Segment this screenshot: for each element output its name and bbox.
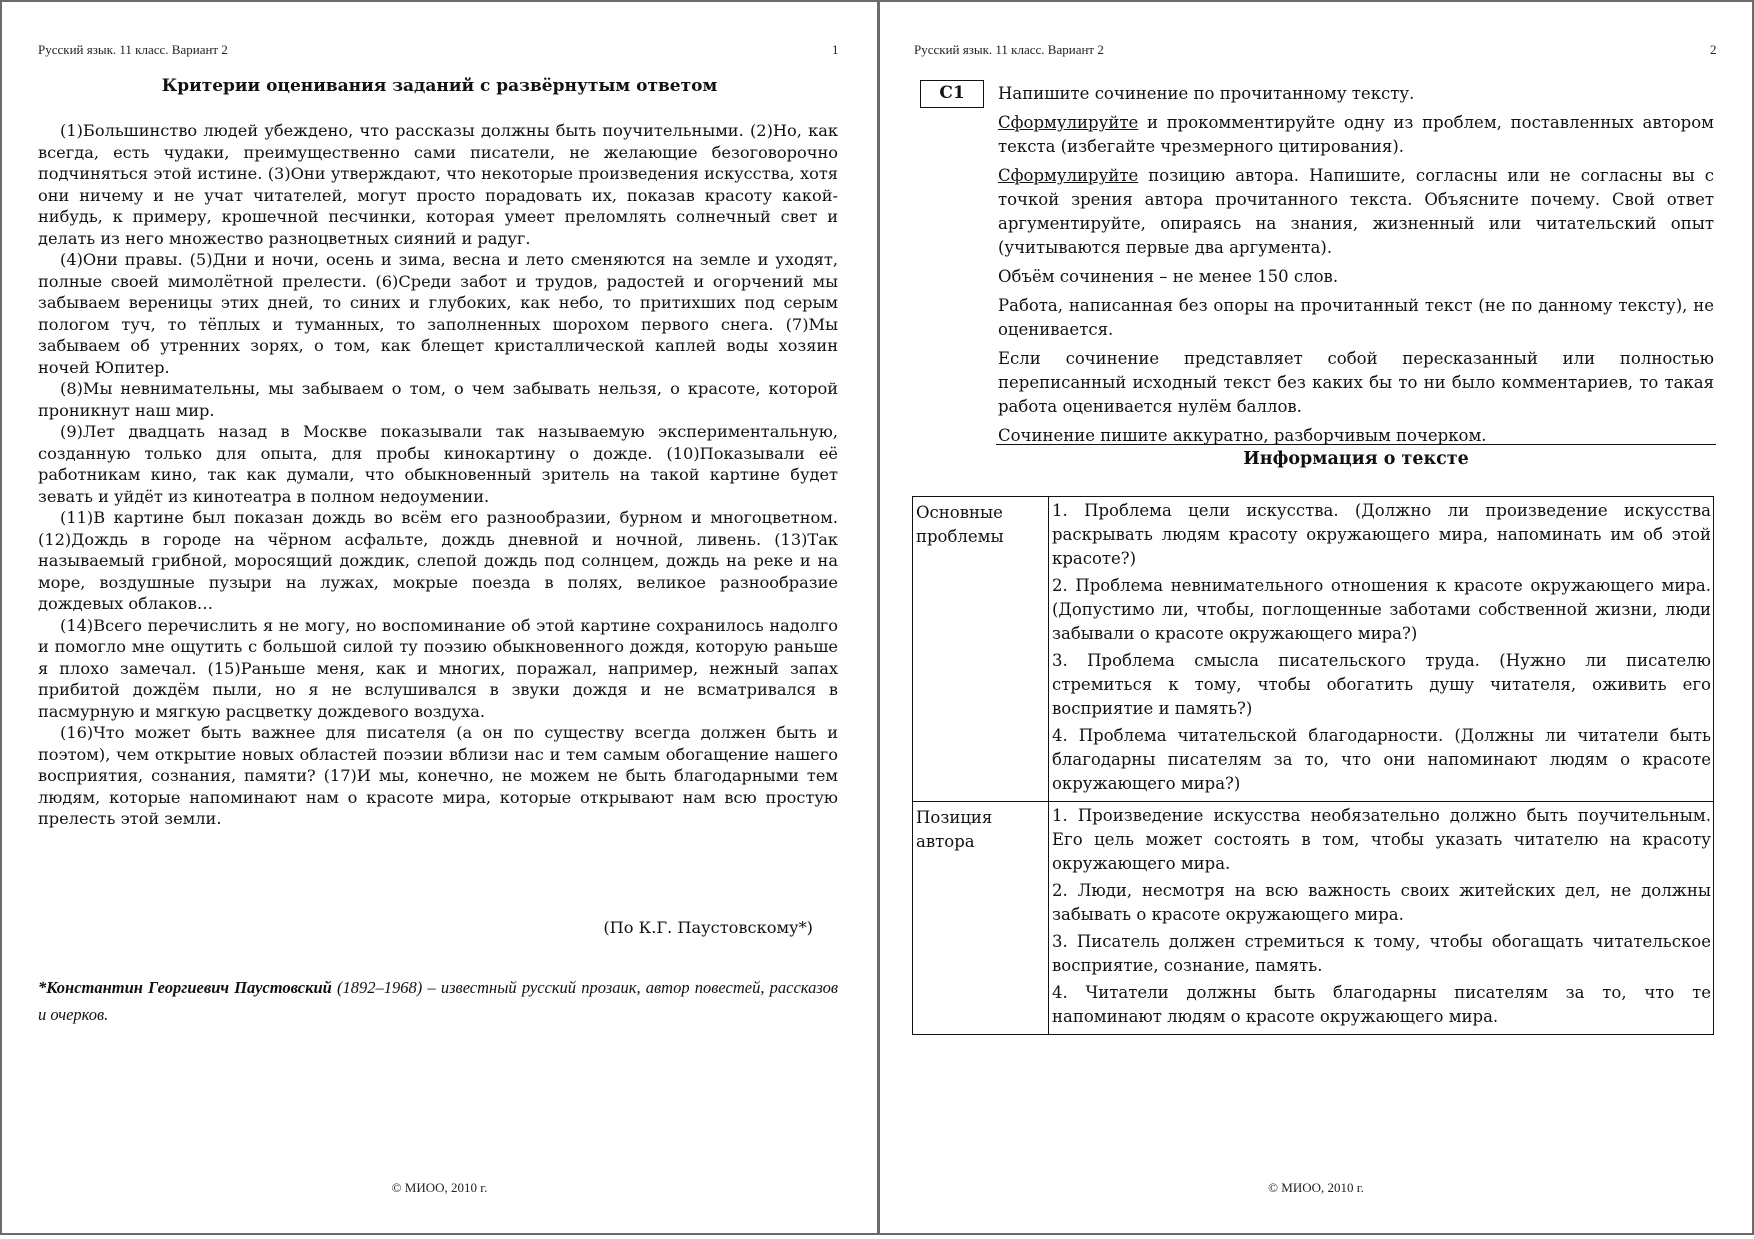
page-header: Русский язык. 11 класс. Вариант 2 [914, 42, 1104, 57]
task-formulate-position-text: позицию автора. Напишите, согласны или не согласны вы с точкой зрения автора прочитанного текста. Объясните почему. Свой ответ аргументируйте, опираясь на знания, жизненный или читательский опыт (учитываются первые два аргумента). [998, 166, 1714, 257]
page-right [878, 0, 1754, 1235]
page-number: 1 [832, 42, 839, 57]
task-retold: Если сочинение представляет собой пересказанный или полностью переписанный исходный текст без каких бы то ни было комментариев, то такая работа оценивается нулём баллов. [998, 349, 1714, 416]
page-footer: © МИОО, 2010 г. [1268, 1180, 1364, 1195]
task-handwriting: Сочинение пишите аккуратно, разборчивым почерком. [998, 426, 1487, 445]
text-paragraph: (16)Что может быть важнее для писателя (а он по существу всегда должен быть и поэтом), чем открытие новых областей поэзии вблизи нас и тем самым обогащение нашего восприятия, сознания, памяти? (17)И мы, конечно, не можем не быть благодарными тем людям, которые напоминают нам о красоте мира, которые открывают нам всю простую прелесть этой земли. [38, 723, 838, 828]
position-item: 1. Произведение искусства необязательно должно быть поучительным. Его цель может состоять в том, чтобы указать читателю на красоту окружающего мира. [1052, 806, 1711, 873]
position-label: Позиция автора [913, 802, 1049, 1035]
task-label-box: С1 [920, 80, 984, 108]
problem-item: 1. Проблема цели искусства. (Должно ли произведение искусства раскрывать людям красоту окружающего мира, напоминать им об этой красоте?) [1052, 501, 1711, 568]
page-header: Русский язык. 11 класс. Вариант 2 [38, 42, 228, 57]
info-table [912, 496, 1714, 1035]
footnote-text: (1892–1968) – известный русский прозаик, автор повестей, рассказов и очерков. [38, 978, 838, 1024]
problem-item: 4. Проблема читательской благодарности. (Должны ли читатели быть благодарны писателям за то, что они напоминают людям о красоте окружающего мира?) [1052, 726, 1711, 793]
text-paragraph: (14)Всего перечислить я не могу, но воспоминание об этой картине сохранилось надолго и помогло мне ощутить с большой силой ту поэзию обыкновенного дождя, которую раньше я плохо замечал. (15)Раньше меня, как и многих, поражал, например, нежный запах прибитой дождём пыли, но я не вслушивался в звуки дождя и не всматривался в пасмурную и мягкую расцветку дождевого воздуха. [38, 615, 838, 721]
problem-item: 2. Проблема невнимательного отношения к красоте окружающего мира. (Допустимо ли, чтобы, поглощенные заботами собственной жизни, люди забывали о красоте окружающего мира?) [1052, 576, 1711, 643]
positions-cell [1049, 802, 1714, 1035]
page-title: Критерии оценивания заданий с развёрнутым ответом [161, 76, 718, 96]
task-no-support: Работа, написанная без опоры на прочитанный текст (не по данному тексту), не оценивается. [998, 296, 1714, 339]
position-item: 4. Читатели должны быть благодарны писателям за то, что те напоминают людям о красоте окружающего мира. [1052, 983, 1711, 1026]
task-formulate-problem-text: и прокомментируйте одну из проблем, поставленных автором текста (избегайте чрезмерного цитирования). [998, 113, 1714, 156]
page-number: 2 [1710, 42, 1717, 57]
text-paragraph: (4)Они правы. (5)Дни и ночи, осень и зима, весна и лето сменяются на земле и уходят, полные своей мимолётной прелести. (6)Среди забот и трудов, радостей и огорчений мы забываем вереницы этих дней, то синих и глубоких, как небо, то притихших под серым пологом туч, то тёплых и туманных, то заполненных шорохом первого снега. (7)Мы забываем об утренних зорях, о том, как блещет кристаллической каплей воды хозяин ночей Юпитер. [38, 250, 838, 377]
task-intro: Напишите сочинение по прочитанному тексту. [998, 84, 1415, 103]
table-row [913, 497, 1714, 802]
table-row [913, 802, 1714, 1035]
info-title: Информация о тексте [1243, 449, 1469, 469]
task-volume: Объём сочинения – не менее 150 слов. [998, 267, 1339, 286]
text-paragraph: (9)Лет двадцать назад в Москве показывали так называемую экспериментальную, созданную только для опыта, для пробы кинокартину о дожде. (10)Показывали её работникам кино, так как думали, что обыкновенный зритель на такой картине будет зевать и уйдёт из кинотеатра в полном недоумении. [38, 422, 838, 506]
formulate-word: Сформулируйте [998, 166, 1139, 185]
problems-label: Основные проблемы [913, 497, 1049, 802]
author-attribution: (По К.Г. Паустовскому*) [603, 918, 813, 937]
source-text [38, 120, 838, 830]
section-divider [996, 444, 1716, 445]
text-paragraph: (1)Большинство людей убеждено, что рассказы должны быть поучительными. (2)Но, как всегда, есть чудаки, преимущественно сами писатели, не желающие безоговорочно подчиняться этой истине. (3)Они утверждают, что некоторые произведения искусства, хотя они ничему и не учат читателей, могут просто порадовать их, показав красоту какой-нибудь, к примеру, крошечной песчинки, которая умеет преломлять солнечный свет и делать из него множество разноцветных сияний и радуг. [38, 121, 838, 248]
footnote-author-name: *Константин Георгиевич Паустовский [38, 978, 332, 997]
text-paragraph: (11)В картине был показан дождь во всём его разнообразии, бурном и многоцветном. (12)Дождь в городе на чёрном асфальте, дождь дневной и ночной, ливень. (13)Так называемый грибной, моросящий дождик, слепой дождь под солнцем, дождь на реке и на море, воздушные пузыри на лужах, мокрые поезда в полях, великое разнообразие дождевых облаков… [38, 508, 838, 613]
problems-cell [1049, 497, 1714, 802]
formulate-word: Сформулируйте [998, 113, 1139, 132]
text-paragraph: (8)Мы невнимательны, мы забываем о том, о чем забывать нельзя, о красоте, которой проникнут наш мир. [38, 379, 838, 420]
task-formulate-problem [998, 111, 1714, 159]
task-formulate-position [998, 164, 1714, 260]
page-left [0, 0, 879, 1235]
problem-item: 3. Проблема смысла писательского труда. (Нужно ли писателю стремиться к тому, чтобы обогатить душу читателя, оживить его восприятие и память?) [1052, 651, 1711, 718]
position-item: 2. Люди, несмотря на всю важность своих житейских дел, не должны забывать о красоте окружающего мира. [1052, 881, 1711, 924]
task-instructions [998, 82, 1714, 453]
page-footer: © МИОО, 2010 г. [391, 1180, 488, 1195]
position-item: 3. Писатель должен стремиться к тому, чтобы обогащать читательское восприятие, сознание, память. [1052, 932, 1711, 975]
author-footnote [38, 974, 838, 1028]
